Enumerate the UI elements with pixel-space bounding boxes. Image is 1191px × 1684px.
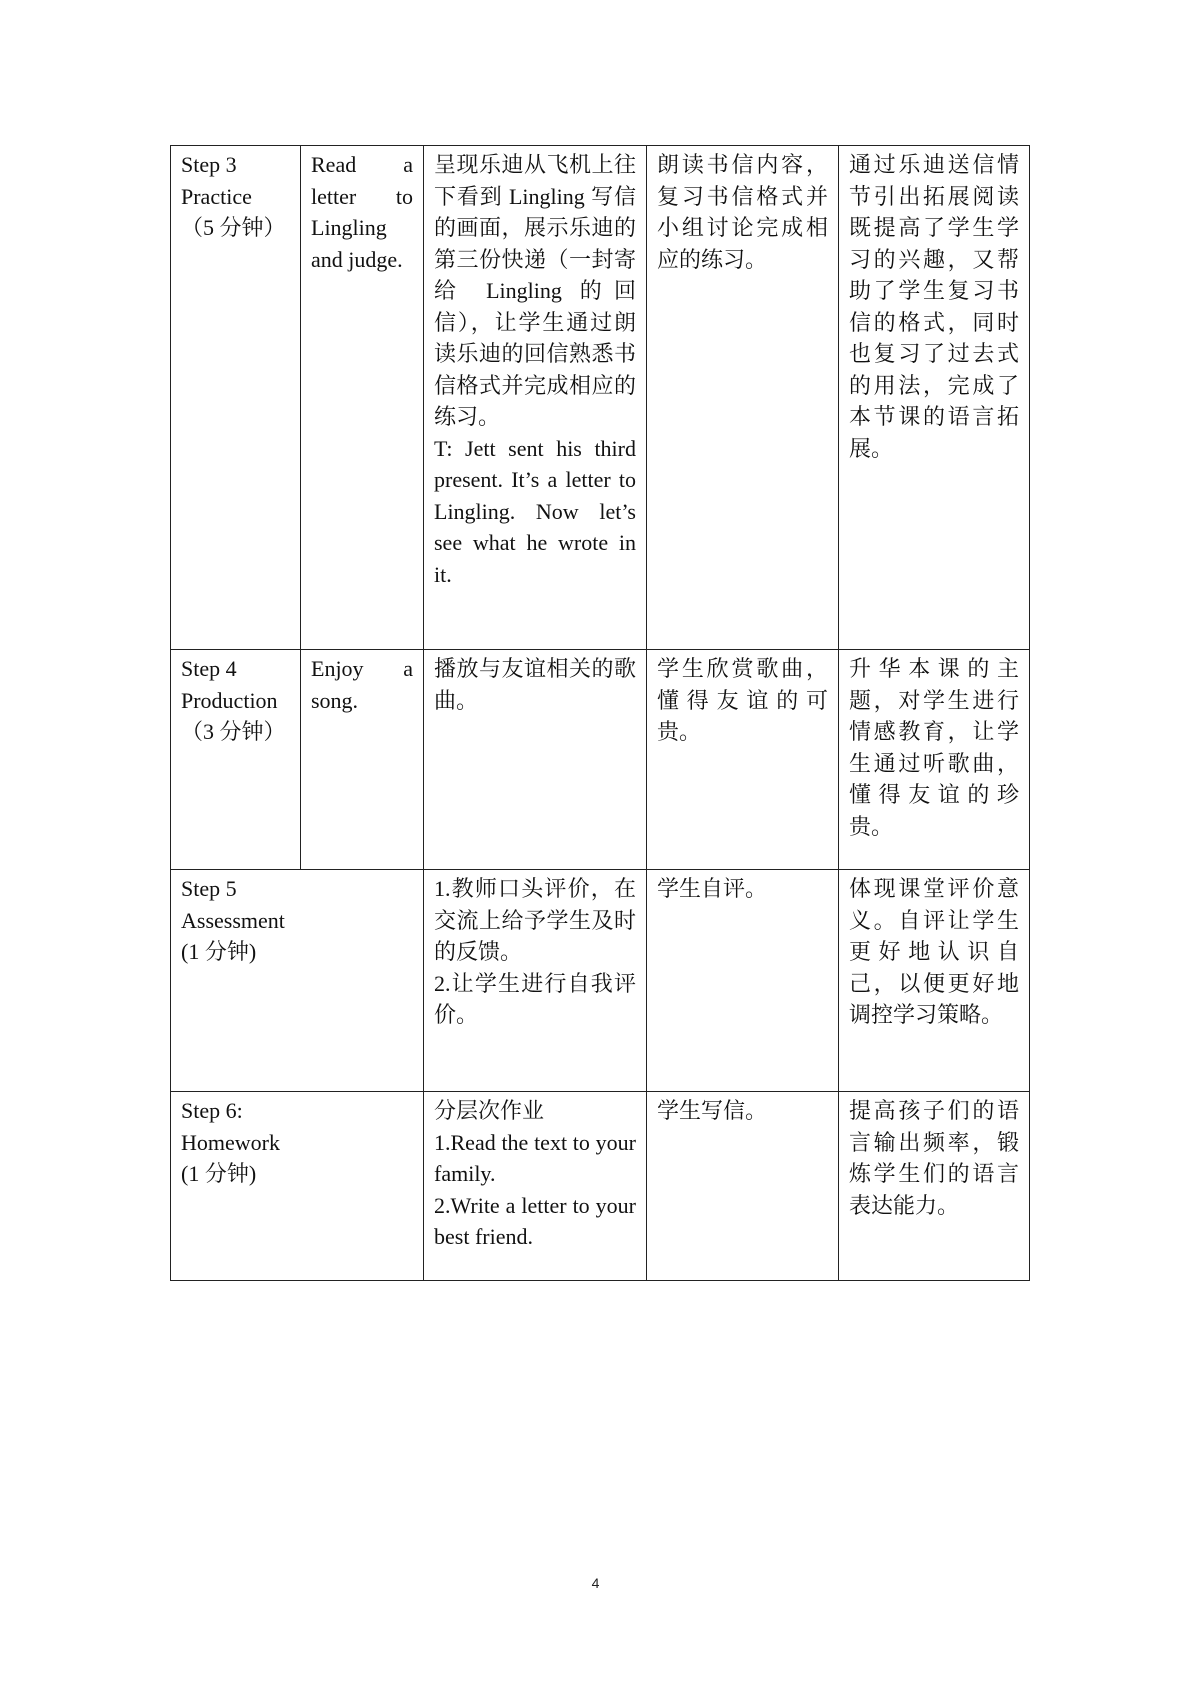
purpose-cell: 提高孩子们的语言输出频率，锻炼学生们的语言表达能力。	[839, 1092, 1030, 1281]
table-row	[171, 1092, 1030, 1281]
student-activity-cell: 学生自评。	[647, 870, 839, 1092]
activity-cell: Enjoy a song.	[301, 650, 424, 870]
student-activity-cell: 学生写信。	[647, 1092, 839, 1281]
step-cell: Step 6: Homework (1 分钟)	[171, 1092, 424, 1281]
step-cell: Step 4 Production （3 分钟）	[171, 650, 301, 870]
student-activity-cell: 朗读书信内容，复习书信格式并小组讨论完成相应的练习。	[647, 146, 839, 650]
teacher-activity-cell: 1.教师口头评价，在交流上给予学生及时的反馈。 2.让学生进行自我评价。	[424, 870, 647, 1092]
student-activity-cell: 学生欣赏歌曲，懂得友谊的可贵。	[647, 650, 839, 870]
step-cell: Step 5 Assessment (1 分钟)	[171, 870, 424, 1092]
teacher-activity-cell: 分层次作业 1.Read the text to your family. 2.Write a letter to your best friend.	[424, 1092, 647, 1281]
activity-cell: Read a letter to Lingling and judge.	[301, 146, 424, 650]
table-row	[171, 650, 1030, 870]
teacher-activity-cell: 播放与友谊相关的歌曲。	[424, 650, 647, 870]
teacher-activity-cell: 呈现乐迪从飞机上往下看到 Lingling 写信的画面，展示乐迪的第三份快递（一封寄给 Lingling 的回信），让学生通过朗读乐迪的回信熟悉书信格式并完成相应的练习。 T: Jett sent his third present. It’s a letter to Lingling. Now let’s see what he wrote in it.	[424, 146, 647, 650]
lesson-plan-table	[170, 145, 1030, 1281]
table-row	[171, 146, 1030, 650]
table-row	[171, 870, 1030, 1092]
purpose-cell: 体现课堂评价意义。自评让学生更好地认识自己，以便更好地调控学习策略。	[839, 870, 1030, 1092]
page-number: 4	[591, 1575, 600, 1591]
purpose-cell: 通过乐迪送信情节引出拓展阅读既提高了学生学习的兴趣，又帮助了学生复习书信的格式，同时也复习了过去式的用法，完成了本节课的语言拓展。	[839, 146, 1030, 650]
step-cell: Step 3 Practice （5 分钟）	[171, 146, 301, 650]
purpose-cell: 升华本课的主题，对学生进行情感教育，让学生通过听歌曲，懂得友谊的珍贵。	[839, 650, 1030, 870]
